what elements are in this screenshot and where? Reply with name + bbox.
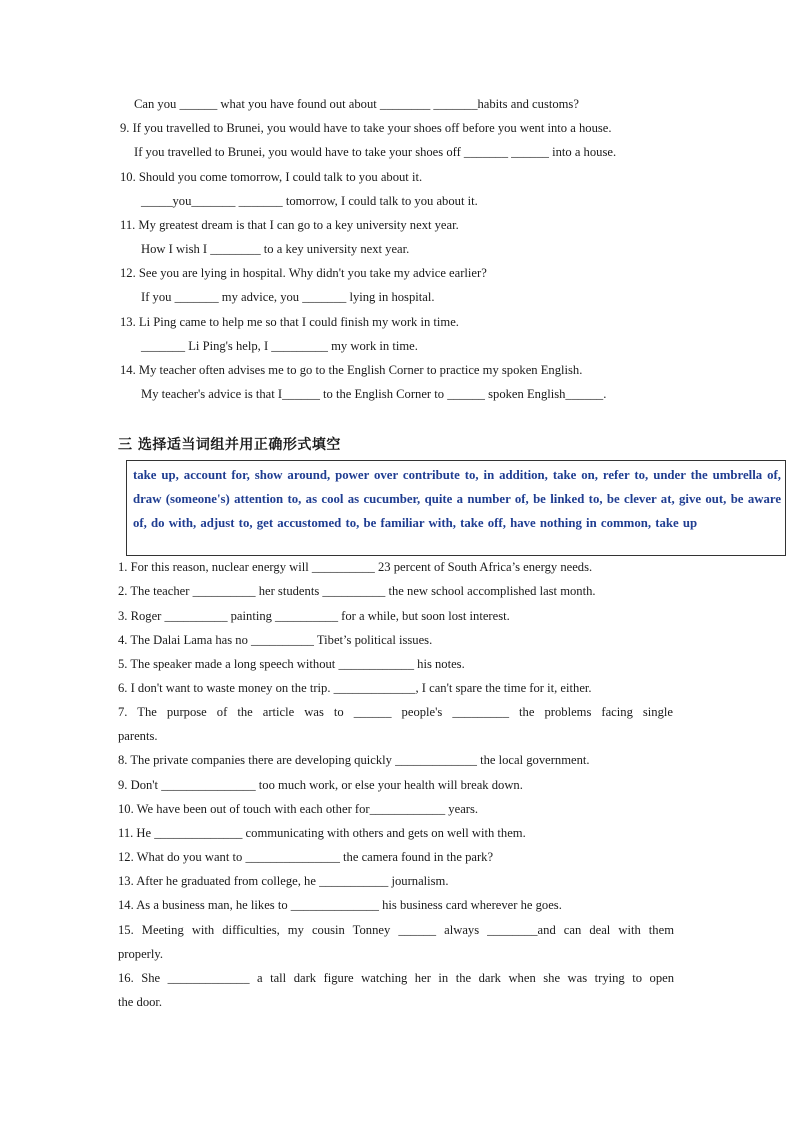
question-line: 15. Meeting with difficulties, my cousin Tonney ______ always ________and can deal with them — [118, 923, 674, 937]
question-line: 9. Don't _______________ too much work, or else your health will break down. — [118, 778, 523, 792]
question-line: 14. As a business man, he likes to ______________ his business card wherever he goes. — [118, 898, 562, 912]
phrase-list: take up, account for, show around, power over contribute to, in addition, take on, refer to, under the umbrella of, draw (someone's) attention to, as cool as cucumber, quite a number of, be linked to, be clever at, give out, be aware of, do with, adjust to, get accustomed to, be familiar with, take off, have nothing in common, take up — [133, 468, 781, 530]
question-line: 8. The private companies there are developing quickly _____________ the local government. — [118, 753, 590, 767]
question-line: 6. I don't want to waste money on the trip. _____________, I can't spare the time for it, either. — [118, 681, 592, 695]
sentence-line: 10. Should you come tomorrow, I could talk to you about it. — [120, 170, 423, 184]
sentence-line: Can you ______ what you have found out about ________ _______habits and customs? — [134, 97, 579, 111]
sentence-line: 12. See you are lying in hospital. Why didn't you take my advice earlier? — [120, 266, 487, 280]
question-line: 11. He ______________ communicating with others and gets on well with them. — [118, 826, 526, 840]
question-line: 7. The purpose of the article was to ______ people's _________ the problems facing single — [118, 705, 673, 719]
question-line: 3. Roger __________ painting __________ for a while, but soon lost interest. — [118, 609, 510, 623]
question-line: 13. After he graduated from college, he ___________ journalism. — [118, 874, 449, 888]
sentence-line: 9. If you travelled to Brunei, you would have to take your shoes off before you went into a house. — [120, 121, 612, 135]
question-line: 1. For this reason, nuclear energy will __________ 23 percent of South Africa’s energy needs. — [118, 560, 593, 574]
section-heading: 三 选择适当词组并用正确形式填空 — [118, 437, 341, 453]
sentence-line: How I wish I ________ to a key university next year. — [141, 242, 410, 256]
sentence-line: If you _______ my advice, you _______ lying in hospital. — [141, 290, 435, 304]
question-line: the door. — [118, 995, 163, 1009]
question-line: 10. We have been out of touch with each other for____________ years. — [118, 802, 479, 816]
question-line: 4. The Dalai Lama has no __________ Tibet’s political issues. — [118, 633, 433, 647]
sentence-line: 13. Li Ping came to help me so that I could finish my work in time. — [120, 315, 459, 329]
question-line: 2. The teacher __________ her students __________ the new school accomplished last month. — [118, 584, 596, 598]
question-line: 5. The speaker made a long speech without ____________ his notes. — [118, 657, 465, 671]
sentence-line: My teacher's advice is that I______ to the English Corner to ______ spoken English______. — [141, 387, 607, 401]
question-line: 12. What do you want to _______________ the camera found in the park? — [118, 850, 494, 864]
question-line: parents. — [118, 729, 158, 743]
sentence-line: 11. My greatest dream is that I can go to a key university next year. — [120, 218, 459, 232]
sentence-line: 14. My teacher often advises me to go to the English Corner to practice my spoken English. — [120, 363, 583, 377]
question-line: 16. She _____________ a tall dark figure watching her in the dark when she was trying to open — [118, 971, 674, 985]
sentence-line: _____you_______ _______ tomorrow, I could talk to you about it. — [141, 194, 478, 208]
phrase-box — [126, 460, 786, 556]
sentence-line: _______ Li Ping's help, I _________ my work in time. — [141, 339, 418, 353]
sentence-line: If you travelled to Brunei, you would have to take your shoes off _______ ______ into a house. — [134, 145, 617, 159]
question-line: properly. — [118, 947, 163, 961]
